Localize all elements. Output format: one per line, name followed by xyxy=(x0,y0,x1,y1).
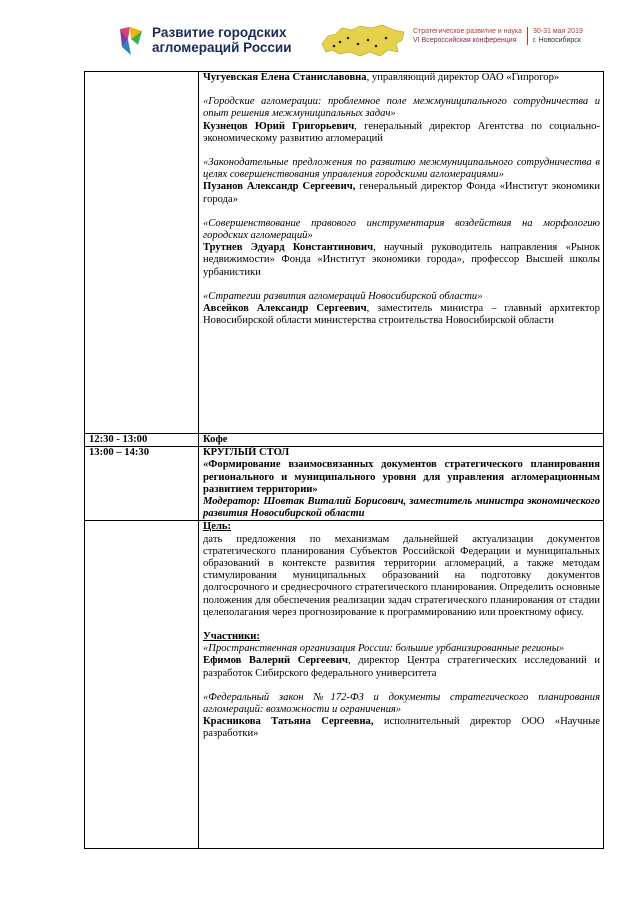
goal-label: Цель: xyxy=(203,521,232,533)
content-cell xyxy=(199,521,604,849)
logo-title: Развитие городских агломераций России xyxy=(152,25,292,55)
page-header xyxy=(0,0,639,70)
content-cell xyxy=(199,72,604,434)
talk-title: «Пространственная организация России: большие урбанизированные регионы» xyxy=(203,643,565,655)
conference-dates: 30-31 мая 2019 г. Новосибирск xyxy=(527,27,583,45)
content-cell xyxy=(199,447,604,521)
table-row xyxy=(85,434,604,447)
program-table xyxy=(84,71,604,849)
session-moderator: Модератор: Шовтак Виталий Борисович, заместитель министра экономического развития Новосибирской области xyxy=(203,496,600,520)
table-row xyxy=(85,521,604,849)
speaker-entry: Ефимов Валерий Сергеевич, директор Центра стратегических исследований и разработок Сибирского федерального университета xyxy=(203,655,601,679)
speaker-entry: Красникова Татьяна Сергеевна, исполнительный директор ООО «Научные разработки» xyxy=(203,716,600,740)
speaker-entry: Авсейков Александр Сергеевич, заместитель министра – главный архитектор Новосибирской области министерства строительства Новосибирской области xyxy=(203,303,600,327)
speaker-entry: Пузанов Александр Сергеевич, генеральный директор Фонда «Институт экономики города» xyxy=(203,181,600,205)
speaker-entry: Трутнев Эдуард Константинович, научный руководитель направления «Рынок недвижимости» Фонда «Институт экономики города», профессор Высшей школы урбанистики xyxy=(203,242,600,278)
time-cell xyxy=(85,521,199,849)
talk-title: «Городские агломерации: проблемное поле межмуниципального сотрудничества и опыт решения межмуниципальных задач» xyxy=(203,96,600,120)
time-cell: 12:30 - 13:00 xyxy=(85,434,199,447)
session-title: «Формирование взаимосвязанных документов стратегического планирования регионального и муниципального уровня для управления агломерационным развитием территории» xyxy=(203,459,600,495)
session-heading: КРУГЛЫЙ СТОЛ xyxy=(203,447,290,459)
russia-map-icon xyxy=(318,22,408,62)
goal-text: дать предложения по механизмам дальнейшей актуализации документов стратегического планирования Субъектов Российской Федерации и муниципальных образований в контексте развития территории агломераций, а также методам стимулирования муниципальных образований на подготовку документов долгосрочного и среднесрочного стратегического планирования. Определить основные положения для обеспечения реализации задач стратегического планирования от стадии целеполагания через прогнозирование к программированию или проектному офису. xyxy=(203,533,600,618)
time-cell: 13:00 – 14:30 xyxy=(85,447,199,521)
talk-title: «Федеральный закон №172-ФЗ и документы стратегического планирования агломераций: возможности и ограничения» xyxy=(203,691,600,716)
talk-title: «Законодательные предложения по развитию межмуниципального сотрудничества в целях совершенствования управления городскими агломерациями» xyxy=(203,157,600,181)
speaker-entry: Кузнецов Юрий Григорьевич, генеральный директор Агентства по социально-экономическому развитию агломераций xyxy=(203,120,600,144)
speaker-entry: Чугуевская Елена Станиславовна, управляющий директор ОАО «Гипрогор» xyxy=(203,72,560,83)
table-row xyxy=(85,72,604,434)
table-row xyxy=(85,447,604,521)
participants-label: Участники: xyxy=(203,631,260,643)
time-cell xyxy=(85,72,199,434)
content-cell: Кофе xyxy=(199,434,604,447)
conference-subtitle: Стратегическое развитие и наука VI Всероссийская конференция xyxy=(413,28,522,44)
talk-title: «Стратегии развития агломераций Новосибирской области» xyxy=(203,290,483,302)
conference-logo-icon xyxy=(116,25,146,57)
talk-title: «Совершенствование правового инструментария воздействия на морфологию городских агломераций» xyxy=(203,217,600,242)
